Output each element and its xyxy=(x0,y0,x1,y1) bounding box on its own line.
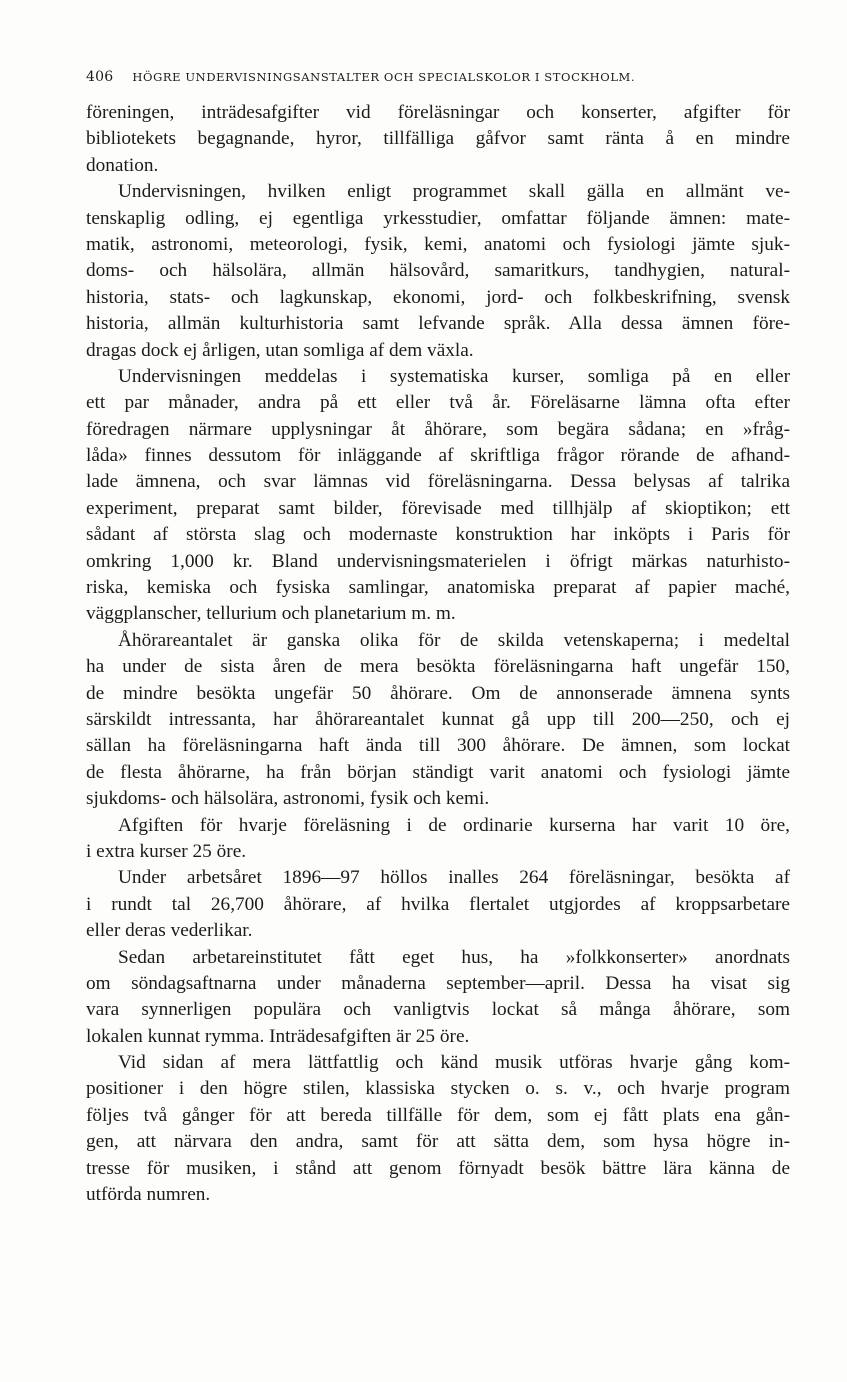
text-line: Åhörareantalet är ganska olika för de skilda vetenskaperna; i medeltal xyxy=(118,629,790,651)
text-line: sjukdoms- och hälsolära, astronomi, fysik och kemi. xyxy=(86,788,490,810)
text-line: doms- och hälsolära, allmän hälsovård, samaritkurs, tandhygien, natural- xyxy=(86,260,790,282)
text-line: Vid sidan af mera lättfattlig och känd musik utföras hvarje gång kom- xyxy=(118,1052,790,1074)
text-line: följes två gånger för att bereda tillfälle för dem, som ej fått plats ena gån- xyxy=(86,1104,790,1126)
text-line: låda» finnes dessutom för inläggande af skriftliga frågor rörande de afhand- xyxy=(86,445,790,467)
page-header xyxy=(86,66,762,88)
text-line: föredragen närmare upplysningar åt åhörare, som begära sådana; en »fråg- xyxy=(86,418,790,440)
text-line: historia, stats- och lagkunskap, ekonomi, jord- och folkbeskrifning, svensk xyxy=(86,286,790,308)
text-line: ett par månader, andra på ett eller två år. Föreläsarne lämna ofta efter xyxy=(86,392,790,414)
text-line: historia, allmän kulturhistoria samt lefvande språk. Alla dessa ämnen före- xyxy=(86,313,790,335)
running-title: HÖGRE UNDERVISNINGSANSTALTER OCH SPECIALSKOLOR I STOCKHOLM. xyxy=(132,70,636,84)
text-line: tenskaplig odling, ej egentliga yrkesstudier, omfattar följande ämnen: mate- xyxy=(86,207,790,229)
text-line: Undervisningen meddelas i systematiska kurser, somliga på en eller xyxy=(118,365,790,387)
text-line: i extra kurser 25 öre. xyxy=(86,840,247,862)
text-line: särskildt intressanta, har åhörareantalet kunnat gå upp till 200—250, och ej xyxy=(86,708,790,730)
text-line: Undervisningen, hvilken enligt programmet skall gälla en allmänt ve- xyxy=(118,181,790,203)
text-line: donation. xyxy=(86,154,159,176)
text-line: gen, att närvara den andra, samt för att sätta dem, som hysa högre in- xyxy=(86,1131,790,1153)
text-line: matik, astronomi, meteorologi, fysik, kemi, anatomi och fysiologi jämte sjuk- xyxy=(86,233,790,255)
text-line: ha under de sista åren de mera besökta föreläsningarna haft ungefär 150, xyxy=(86,656,790,678)
text-line: om söndagsaftnarna under månaderna september—april. Dessa ha visat sig xyxy=(86,972,790,994)
text-line: sådant af största slag och modernaste konstruktion har inköpts i Paris för xyxy=(86,524,790,546)
text-line: sällan ha föreläsningarna haft ända till 300 åhörare. De ämnen, som lockat xyxy=(86,735,790,757)
text-line: omkring 1,000 kr. Bland undervisningsmaterielen i öfrigt märkas naturhisto- xyxy=(86,550,790,572)
text-line: vara synnerligen populära och vanligtvis lockat så många åhörare, som xyxy=(86,999,790,1021)
text-line: positioner i den högre stilen, klassiska stycken o. s. v., och hvarje program xyxy=(86,1078,790,1100)
text-line: bibliotekets begagnande, hyror, tillfälliga gåfvor samt ränta å en mindre xyxy=(86,128,790,150)
text-line: utförda numren. xyxy=(86,1184,211,1206)
text-line: Afgiften för hvarje föreläsning i de ordinarie kurserna har varit 10 öre, xyxy=(118,814,790,836)
text-line: lade ämnena, och svar lämnas vid föreläsningarna. Dessa belysas af talrika xyxy=(86,471,790,493)
text-line: väggplanscher, tellurium och planetarium m. m. xyxy=(86,603,456,625)
text-line: föreningen, inträdesafgifter vid föreläsningar och konserter, afgifter för xyxy=(86,102,790,123)
text-line: i rundt tal 26,700 åhörare, af hvilka flertalet utgjordes af kroppsarbetare xyxy=(86,893,790,915)
text-line: Sedan arbetareinstitutet fått eget hus, ha »folkkonserter» anordnats xyxy=(118,946,790,968)
text-line: Under arbetsåret 1896—97 höllos inalles 264 föreläsningar, besökta af xyxy=(118,867,790,889)
text-line: tresse för musiken, i stånd att genom förnyadt besök bättre lära känna de xyxy=(86,1157,790,1179)
body-text xyxy=(86,100,790,1208)
text-line: dragas dock ej årligen, utan somliga af dem växla. xyxy=(86,339,474,361)
text-line: lokalen kunnat rymma. Inträdesafgiften är 25 öre. xyxy=(86,1025,470,1047)
text-line: experiment, preparat samt bilder, förevisade med tillhjälp af skioptikon; ett xyxy=(86,497,790,519)
text-line: de flesta åhörarne, ha från början ständigt varit anatomi och fysiologi jämte xyxy=(86,761,790,783)
text-line: riska, kemiska och fysiska samlingar, anatomiska preparat af papier maché, xyxy=(86,577,790,599)
page-number: 406 xyxy=(86,69,114,85)
text-line: eller deras vederlikar. xyxy=(86,920,253,942)
text-line: de mindre besökta ungefär 50 åhörare. Om de annonserade ämnena synts xyxy=(86,682,790,704)
